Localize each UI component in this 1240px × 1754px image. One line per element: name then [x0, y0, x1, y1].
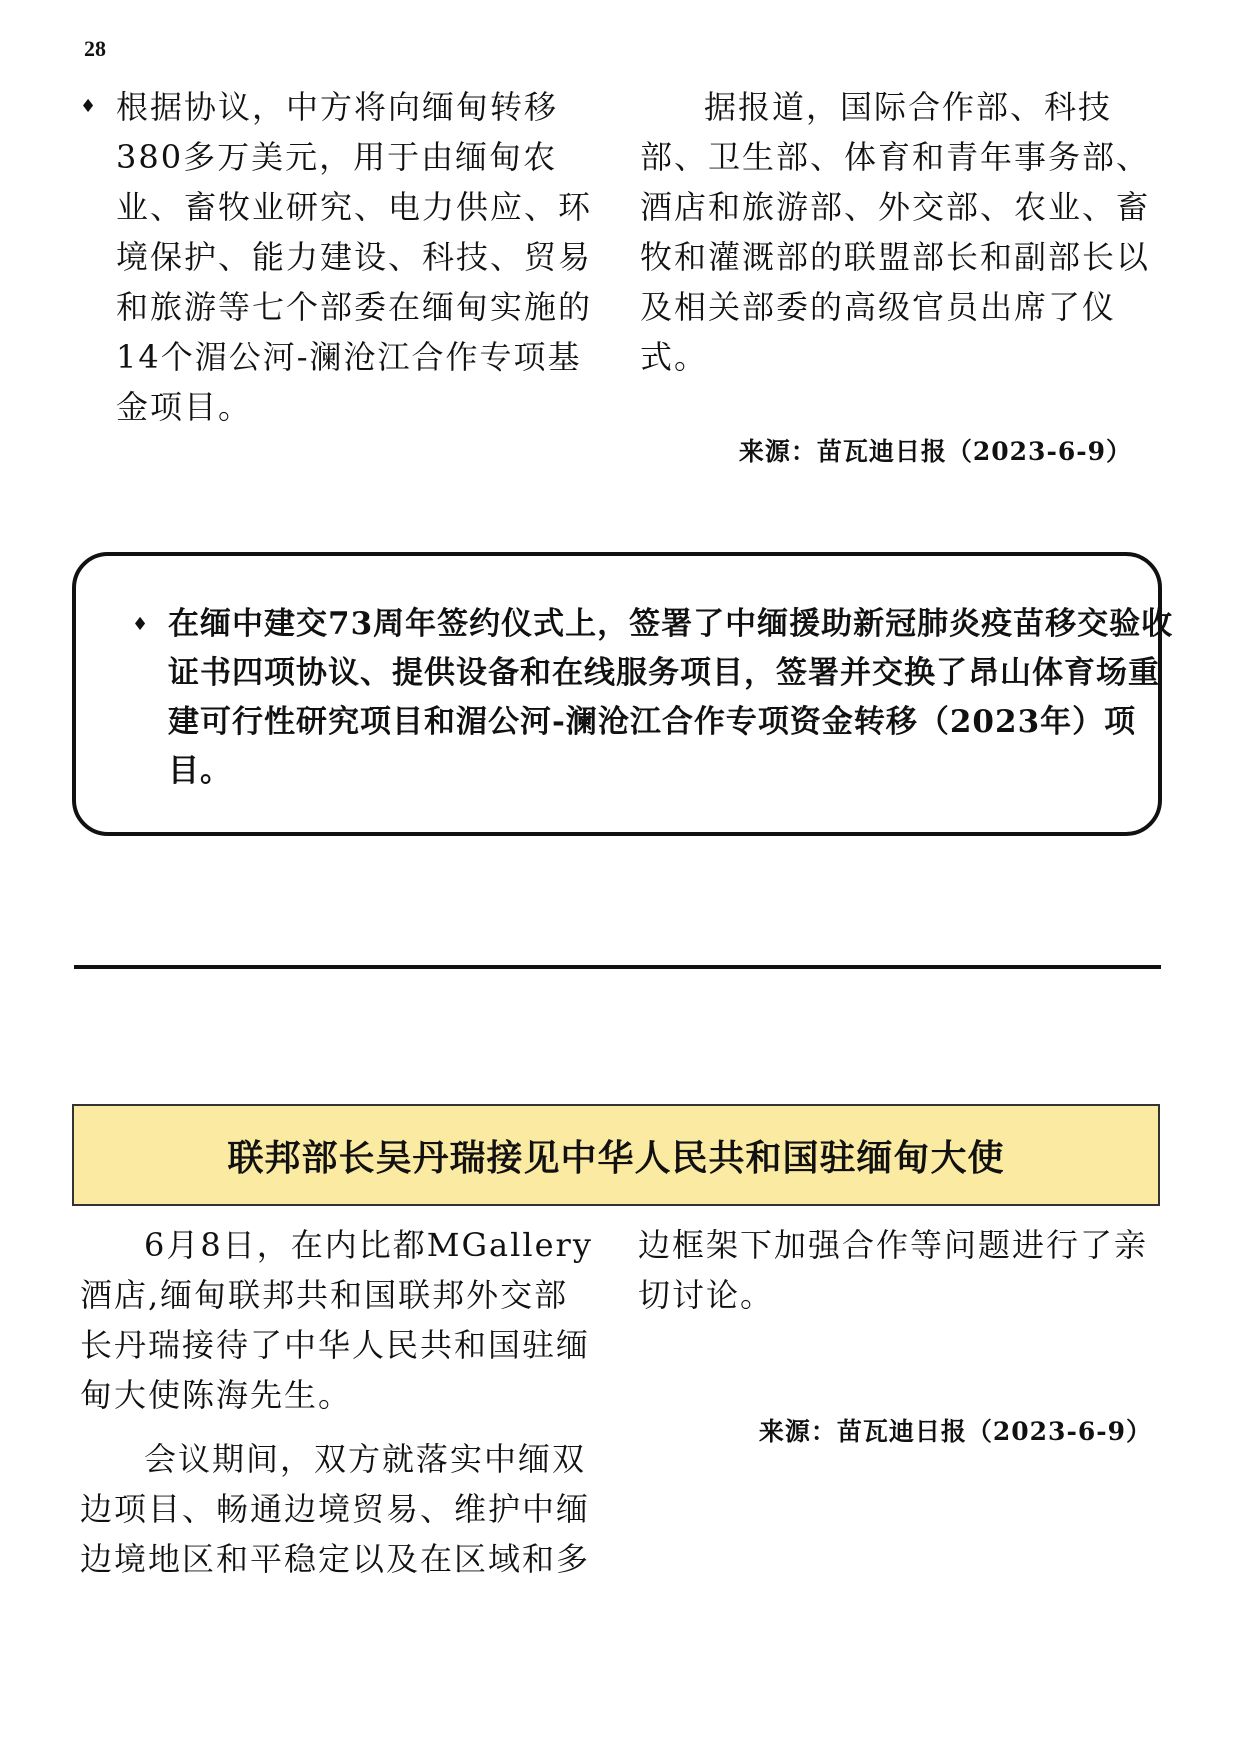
diamond-bullet-icon: ♦ [80, 96, 99, 117]
attendance-paragraph: 据报道，国际合作部、科技部、卫生部、体育和青年事务部、酒店和旅游部、外交部、农业、畜牧和灌溉部的联盟部长和副部长以及相关部委的高级官员出席了仪式。 [640, 88, 1151, 376]
article-right-column [638, 1220, 1158, 1320]
bullet-paragraph-text: 根据协议，中方将向缅甸转移380多万美元，用于由缅甸农业、畜牧业研究、电力供应、环境保护、能力建设、科技、贸易和旅游等七个部委在缅甸实施的14个湄公河-澜沧江合作专项基金项目。 [116, 88, 593, 426]
article-paragraph: 会议期间，双方就落实中缅双边项目、畅通边境贸易、维护中缅边境地区和平稳定以及在区域和多 [80, 1440, 591, 1578]
highlight-box [72, 552, 1174, 836]
article-left-column [80, 1220, 600, 1584]
article-paragraph: 6月8日，在内比都MGallery酒店,缅甸联邦共和国联邦外交部长丹瑞接待了中华人民共和国驻缅甸大使陈海先生。 [80, 1226, 593, 1414]
source-citation: 来源：苗瓦迪日报（2023-6-9） [758, 1417, 1152, 1446]
article-title: 联邦部长吴丹瑞接见中华人民共和国驻缅甸大使 [227, 1136, 1005, 1179]
section-divider [74, 965, 1161, 969]
article-paragraph-continued: 边框架下加强合作等问题进行了亲切讨论。 [638, 1226, 1149, 1314]
page-number: 28 [84, 36, 106, 61]
top-left-column [80, 82, 600, 432]
highlight-text: 在缅中建交73周年签约仪式上，签署了中缅援助新冠肺炎疫苗移交验收证书四项协议、提供设备和在线服务项目，签署并交换了昂山体育场重建可行性研究项目和湄公河-澜沧江合作专项资金转移（2023年）项目。 [168, 606, 1174, 789]
bullet-paragraph [80, 82, 600, 432]
diamond-bullet-icon: ♦ [132, 614, 150, 635]
article-title-banner [72, 1104, 1160, 1206]
source-citation: 来源：苗瓦迪日报（2023-6-9） [738, 437, 1132, 466]
highlight-paragraph [132, 600, 1178, 796]
top-right-column [640, 82, 1160, 382]
